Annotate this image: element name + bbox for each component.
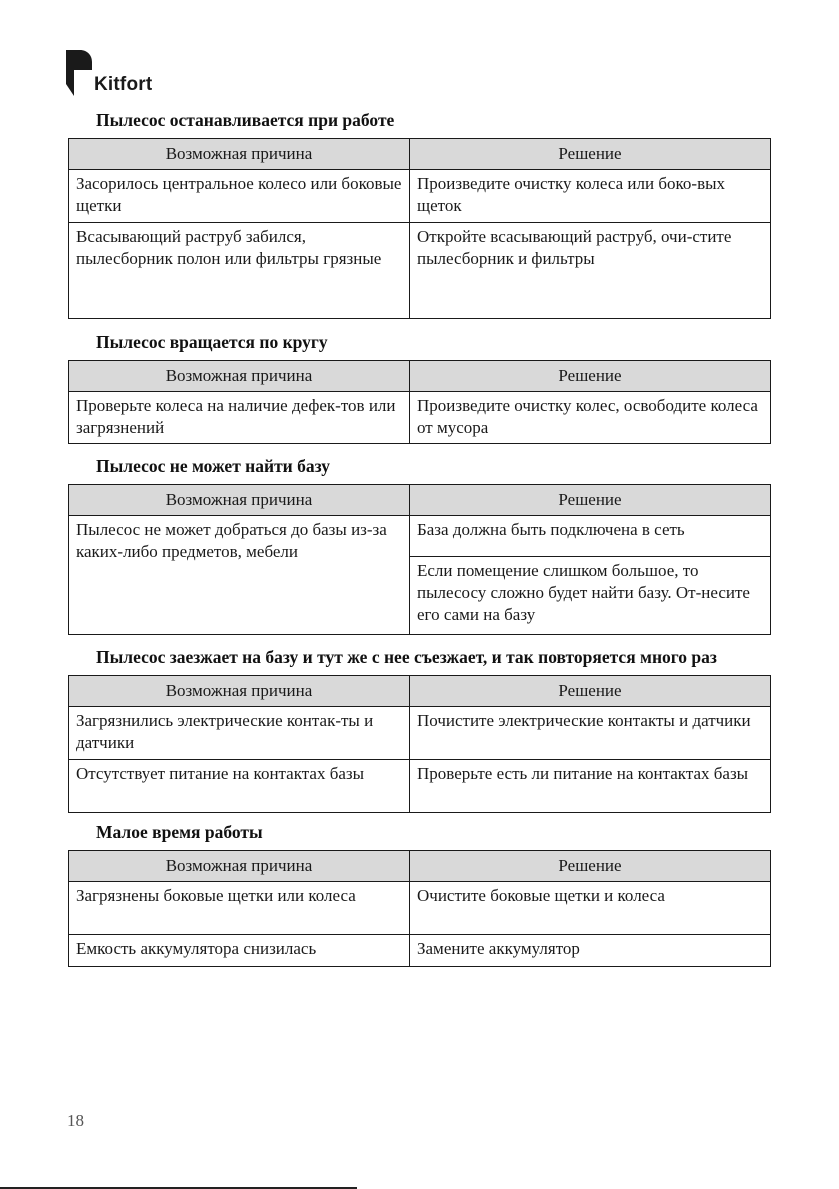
solution-cell: Замените аккумулятор	[410, 935, 771, 967]
cause-cell: Загрязнены боковые щетки или колеса	[69, 882, 410, 935]
section-title: Пылесос заезжает на базу и тут же с нее съезжает, и так повторяется много раз	[96, 647, 717, 667]
kitfort-logo	[66, 50, 186, 100]
cause-cell: Проверьте колеса на наличие дефек-тов или загрязнений	[69, 392, 410, 444]
section-title: Пылесос не может найти базу	[96, 456, 331, 476]
header-cause: Возможная причина	[69, 851, 410, 882]
cause-cell: Отсутствует питание на контактах базы	[69, 760, 410, 813]
header-solution: Решение	[410, 851, 771, 882]
solution-cell: Почистите электрические контакты и датчики	[410, 707, 771, 760]
header-solution: Решение	[410, 676, 771, 707]
section-stops-while-working	[68, 108, 770, 319]
solution-cell: Если помещение слишком большое, то пылесосу сложно будет найти базу. От-несите его сами на базу	[410, 557, 771, 635]
table-row	[69, 707, 771, 760]
table-row	[69, 760, 771, 813]
table-row	[69, 882, 771, 935]
table-row	[69, 223, 771, 319]
troubleshooting-table	[68, 675, 771, 813]
header-solution: Решение	[410, 139, 771, 170]
section-title: Пылесос останавливается при работе	[96, 110, 395, 130]
header-solution: Решение	[410, 361, 771, 392]
section-leaves-base-repeatedly	[68, 645, 770, 813]
brand-name: Kitfort	[94, 74, 153, 95]
table-row	[69, 392, 771, 444]
troubleshooting-table	[68, 850, 771, 967]
solution-cell: Откройте всасывающий раструб, очи-стите пылесборник и фильтры	[410, 223, 771, 319]
troubleshooting-table	[68, 484, 771, 635]
troubleshooting-table	[68, 360, 771, 444]
cause-cell: Всасывающий раструб забился, пылесборник полон или фильтры грязные	[69, 223, 410, 319]
header-cause: Возможная причина	[69, 139, 410, 170]
solution-cell: Очистите боковые щетки и колеса	[410, 882, 771, 935]
cause-cell: Загрязнились электрические контак-ты и датчики	[69, 707, 410, 760]
cause-cell: Засорилось центральное колесо или боковые щетки	[69, 170, 410, 223]
table-row	[69, 935, 771, 967]
solution-cell: Проверьте есть ли питание на контактах базы	[410, 760, 771, 813]
kitfort-logo-icon	[66, 50, 92, 96]
header-cause: Возможная причина	[69, 676, 410, 707]
section-spins-in-circle	[68, 330, 770, 444]
cause-cell: Емкость аккумулятора снизилась	[69, 935, 410, 967]
header-cause: Возможная причина	[69, 485, 410, 516]
section-title: Малое время работы	[96, 822, 263, 842]
table-row	[69, 516, 771, 557]
section-title: Пылесос вращается по кругу	[96, 332, 328, 352]
solution-cell: Произведите очистку колес, освободите колеса от мусора	[410, 392, 771, 444]
troubleshooting-table	[68, 138, 771, 319]
solution-cell: Произведите очистку колеса или боко-вых щеток	[410, 170, 771, 223]
page-number: 18	[67, 1111, 84, 1130]
cause-cell: Пылесос не может добраться до базы из-за каких-либо предметов, мебели	[69, 516, 410, 635]
table-row	[69, 170, 771, 223]
section-short-runtime	[68, 820, 770, 967]
section-cannot-find-base	[68, 454, 770, 635]
header-solution: Решение	[410, 485, 771, 516]
solution-cell: База должна быть подключена в сеть	[410, 516, 771, 557]
header-cause: Возможная причина	[69, 361, 410, 392]
